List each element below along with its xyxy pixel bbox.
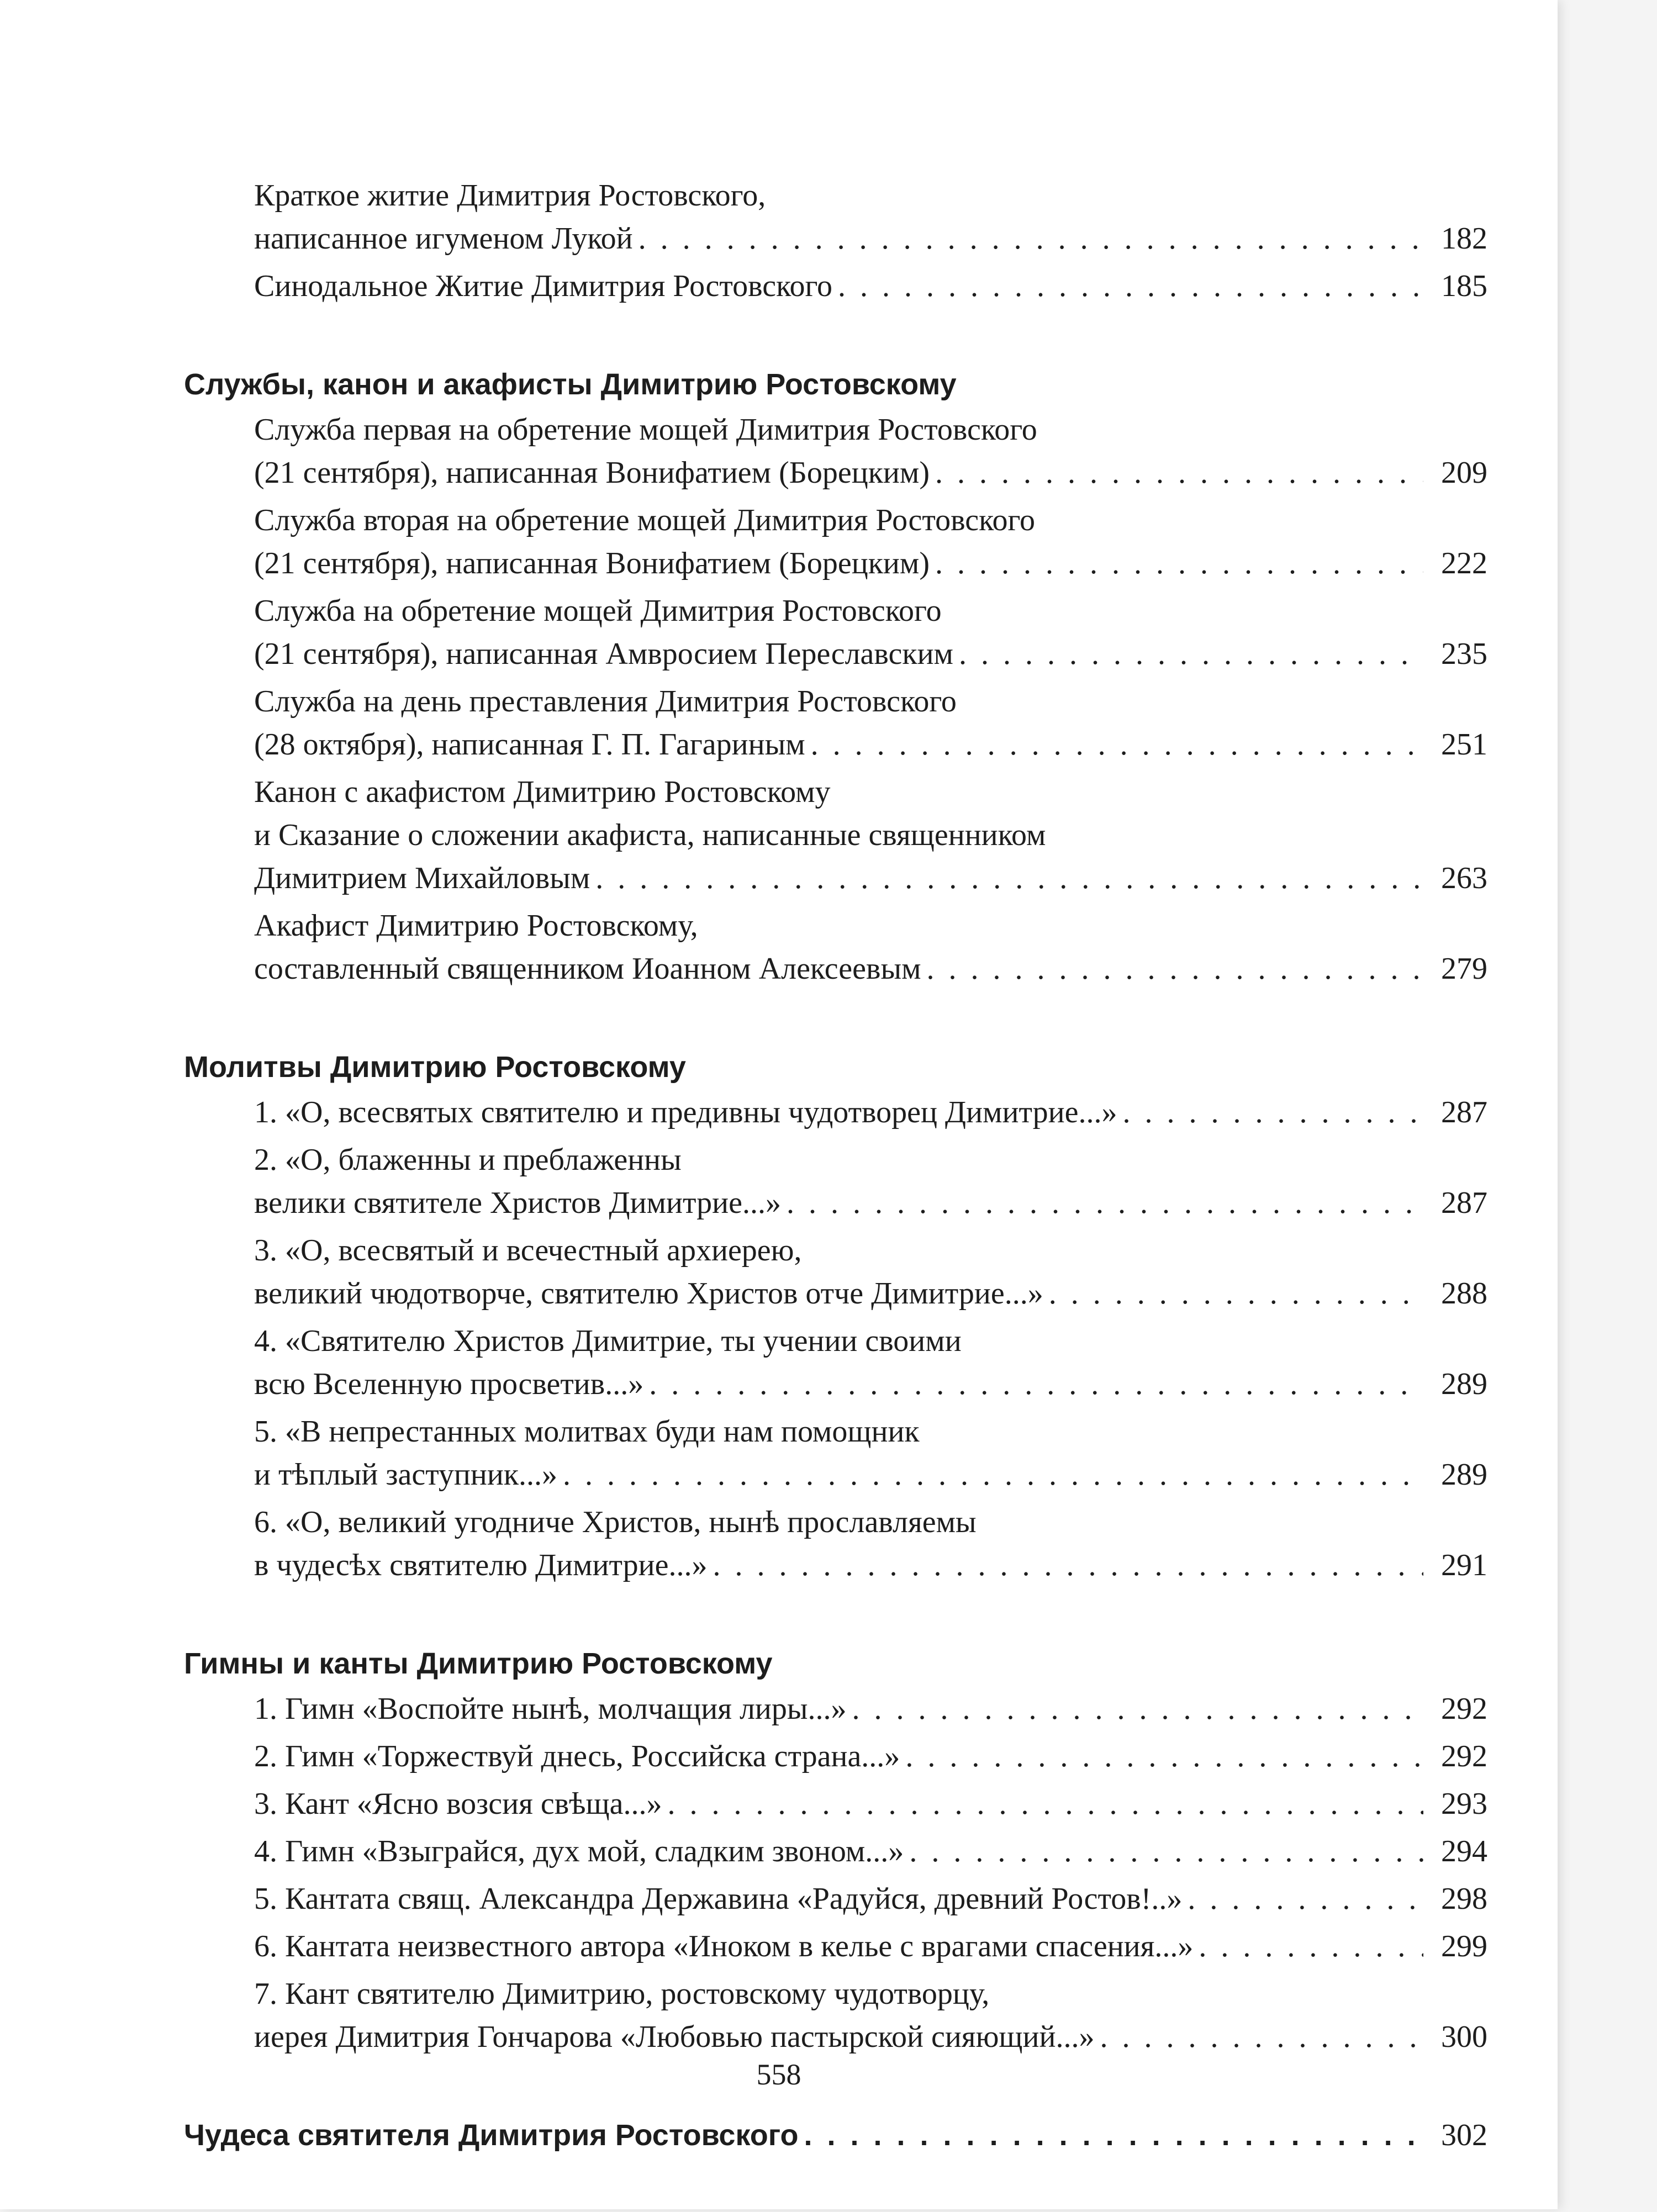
entry-page-number: 263 <box>1441 861 1487 895</box>
entry-line <box>254 723 1487 766</box>
toc-entry <box>184 1687 1487 1730</box>
entry-text: Акафист Димитрию Ростовскому, <box>254 909 698 943</box>
entry-page-number: 185 <box>1441 269 1487 303</box>
toc-section <box>184 1642 1487 2058</box>
entry-line <box>254 814 1487 857</box>
dot-leader <box>852 1687 1423 1730</box>
entry-page-number: 298 <box>1441 1882 1487 1916</box>
entry-page-number: 291 <box>1441 1548 1487 1582</box>
entry-page-number: 287 <box>1441 1186 1487 1220</box>
entry-text: 6. Кантата неизвестного автора «Иноком в келье с врагами спасения...» <box>254 1929 1194 1963</box>
entry-page-number: 299 <box>1441 1929 1487 1963</box>
entry-text: 6. «О, великий угодниче Христов, нынѣ прославляемы <box>254 1505 977 1539</box>
toc-entry <box>184 1501 1487 1587</box>
entry-text: 7. Кант святителю Димитрию, ростовскому чудотворцу, <box>254 1977 990 2011</box>
toc-entry <box>184 408 1487 494</box>
dot-leader <box>638 217 1423 260</box>
entry-line <box>254 265 1487 308</box>
entry-line <box>254 1319 1487 1363</box>
entry-text: составленный священником Иоанном Алексеевым <box>254 952 921 986</box>
entry-line <box>254 1687 1487 1730</box>
entry-page-number: 292 <box>1441 1692 1487 1726</box>
section-title-text: Молитвы Димитрию Ростовскому <box>184 1050 686 1084</box>
dot-leader <box>668 1782 1423 1825</box>
entry-line <box>254 217 1487 260</box>
dot-leader <box>787 1181 1423 1224</box>
entry-page-number: 293 <box>1441 1787 1487 1821</box>
entry-text: Служба первая на обретение мощей Димитрия Ростовского <box>254 413 1037 447</box>
dot-leader <box>1188 1877 1423 1920</box>
entry-line <box>254 451 1487 494</box>
dot-leader <box>804 2114 1423 2157</box>
dot-leader <box>959 632 1423 675</box>
entry-text: велики святителе Христов Димитрие...» <box>254 1186 781 1220</box>
entry-text: великий чюдотворче, святителю Христов отче Димитрие...» <box>254 1276 1043 1311</box>
entry-text: 1. «О, всесвятых святителю и предивны чудотворец Димитрие...» <box>254 1095 1117 1129</box>
entry-line <box>254 947 1487 990</box>
toc-entry <box>184 680 1487 766</box>
entry-line <box>254 1410 1487 1453</box>
dot-leader <box>909 1830 1423 1873</box>
toc-entry <box>184 589 1487 675</box>
entry-text: 2. Гимн «Торжествуй днесь, Российска страна...» <box>254 1739 900 1773</box>
entry-line <box>254 2015 1487 2058</box>
dot-leader <box>1049 1272 1423 1315</box>
entry-line <box>254 408 1487 451</box>
entry-page-number: 300 <box>1441 2020 1487 2054</box>
toc-entry <box>184 904 1487 990</box>
entry-text: и Сказание о сложении акафиста, написанные священником <box>254 818 1046 852</box>
toc-entry <box>184 770 1487 900</box>
entry-line <box>254 1925 1487 1968</box>
toc-entry <box>184 265 1487 308</box>
entry-text: Синодальное Житие Димитрия Ростовского <box>254 269 833 303</box>
entry-line <box>254 174 1487 217</box>
entry-text: в чудесѣх святителю Димитрие...» <box>254 1548 708 1582</box>
entry-line <box>254 632 1487 675</box>
entry-line <box>254 1544 1487 1587</box>
entry-page-number: 292 <box>1441 1739 1487 1773</box>
entry-line <box>254 1501 1487 1544</box>
entry-text: написанное игуменом Лукой <box>254 221 633 256</box>
entry-text: (21 сентября), написанная Вонифатием (Борецким) <box>254 456 930 490</box>
entry-line <box>254 1782 1487 1825</box>
entry-text: иерея Димитрия Гончарова «Любовью пастырской сияющий...» <box>254 2020 1095 2054</box>
dot-leader <box>595 857 1423 900</box>
entry-page-number: 222 <box>1441 546 1487 580</box>
dot-leader <box>811 723 1423 766</box>
section-title <box>184 1046 1487 1089</box>
toc-entry <box>184 1877 1487 1920</box>
entry-text: Служба на день преставления Димитрия Ростовского <box>254 684 957 719</box>
entry-page-number: 251 <box>1441 727 1487 762</box>
toc-entry <box>184 1091 1487 1134</box>
dot-leader <box>649 1363 1423 1406</box>
toc-entry <box>184 1410 1487 1496</box>
toc-entry <box>184 1229 1487 1315</box>
entry-line <box>254 1877 1487 1920</box>
table-of-contents <box>184 174 1487 2212</box>
toc-entry <box>184 1972 1487 2058</box>
entry-line <box>254 1138 1487 1181</box>
entry-line <box>254 1972 1487 2015</box>
toc-entry <box>184 1735 1487 1778</box>
section-title <box>184 1642 1487 1685</box>
entry-text: 3. «О, всесвятый и всечестный архиерею, <box>254 1233 802 1268</box>
section-title <box>184 2114 1487 2157</box>
entry-text: Канон с акафистом Димитрию Ростовскому <box>254 775 831 809</box>
entry-page-number: 287 <box>1441 1095 1487 1129</box>
section-page-number: 302 <box>1441 2118 1487 2152</box>
dot-leader <box>838 265 1423 308</box>
entry-line <box>254 1272 1487 1315</box>
toc-entry <box>184 1830 1487 1873</box>
toc-section <box>184 2114 1487 2157</box>
toc-entry <box>184 174 1487 260</box>
toc-section <box>184 1046 1487 1587</box>
entry-line <box>254 499 1487 542</box>
entry-line <box>254 542 1487 585</box>
toc-entry <box>184 1138 1487 1224</box>
dot-leader <box>1100 2015 1423 2058</box>
entry-page-number: 289 <box>1441 1458 1487 1492</box>
dot-leader <box>1199 1925 1423 1968</box>
entry-line <box>254 904 1487 947</box>
dot-leader <box>1122 1091 1423 1134</box>
entry-text: 3. Кант «Ясно возсия свѣща...» <box>254 1787 662 1821</box>
page-number: 558 <box>756 2058 801 2091</box>
entry-line <box>254 770 1487 814</box>
toc-entry <box>184 1925 1487 1968</box>
toc-section <box>184 363 1487 990</box>
entry-line <box>254 1181 1487 1224</box>
dot-leader <box>927 947 1424 990</box>
entry-text: (28 октября), написанная Г. П. Гагариным <box>254 727 805 762</box>
section-title-text: Чудеса святителя Димитрия Ростовского <box>184 2119 799 2152</box>
entry-page-number: 209 <box>1441 456 1487 490</box>
dot-leader <box>713 1544 1423 1587</box>
entry-line <box>254 1735 1487 1778</box>
dot-leader <box>563 1453 1423 1496</box>
entry-text: (21 сентября), написанная Амвросием Переславским <box>254 637 953 671</box>
entry-page-number: 289 <box>1441 1367 1487 1401</box>
entry-line <box>254 589 1487 632</box>
dot-leader <box>935 542 1423 585</box>
entry-page-number: 294 <box>1441 1834 1487 1868</box>
entry-text: Краткое житие Димитрия Ростовского, <box>254 178 766 213</box>
entry-line <box>254 680 1487 723</box>
entry-page-number: 279 <box>1441 952 1487 986</box>
entry-page-number: 288 <box>1441 1276 1487 1311</box>
dot-leader <box>905 1735 1423 1778</box>
section-title <box>184 363 1487 406</box>
entry-text: 1. Гимн «Воспойте нынѣ, молчащия лиры...» <box>254 1692 847 1726</box>
entry-text: 4. Гимн «Взыграйся, дух мой, сладким звоном...» <box>254 1834 904 1868</box>
toc-section <box>184 174 1487 308</box>
entry-text: Служба на обретение мощей Димитрия Ростовского <box>254 594 942 628</box>
entry-line <box>254 857 1487 900</box>
entry-text: и тѣплый заступник...» <box>254 1458 558 1492</box>
toc-entry <box>184 499 1487 585</box>
entry-text: 4. «Святителю Христов Димитрие, ты учении своими <box>254 1324 962 1358</box>
entry-text: 2. «О, блаженны и преблаженны <box>254 1143 682 1177</box>
dot-leader <box>935 451 1423 494</box>
entry-line <box>254 1091 1487 1134</box>
entry-text: (21 сентября), написанная Вонифатием (Борецким) <box>254 546 930 580</box>
entry-line <box>254 1453 1487 1496</box>
entry-text: Димитрием Михайловым <box>254 861 590 895</box>
entry-line <box>254 1830 1487 1873</box>
entry-page-number: 235 <box>1441 637 1487 671</box>
entry-text: 5. «В непрестанных молитвах буди нам помощник <box>254 1414 920 1449</box>
entry-text: 5. Кантата свящ. Александра Державина «Радуйся, древний Ростов!..» <box>254 1882 1183 1916</box>
entry-page-number: 182 <box>1441 221 1487 256</box>
entry-text: всю Вселенную просветив...» <box>254 1367 644 1401</box>
toc-entry <box>184 1782 1487 1825</box>
entry-line <box>254 1363 1487 1406</box>
toc-entry <box>184 1319 1487 1406</box>
section-title-text: Службы, канон и акафисты Димитрию Ростовскому <box>184 368 957 401</box>
entry-text: Служба вторая на обретение мощей Димитрия Ростовского <box>254 503 1036 537</box>
section-title-text: Гимны и канты Димитрию Ростовскому <box>184 1647 773 1680</box>
entry-line <box>254 1229 1487 1272</box>
